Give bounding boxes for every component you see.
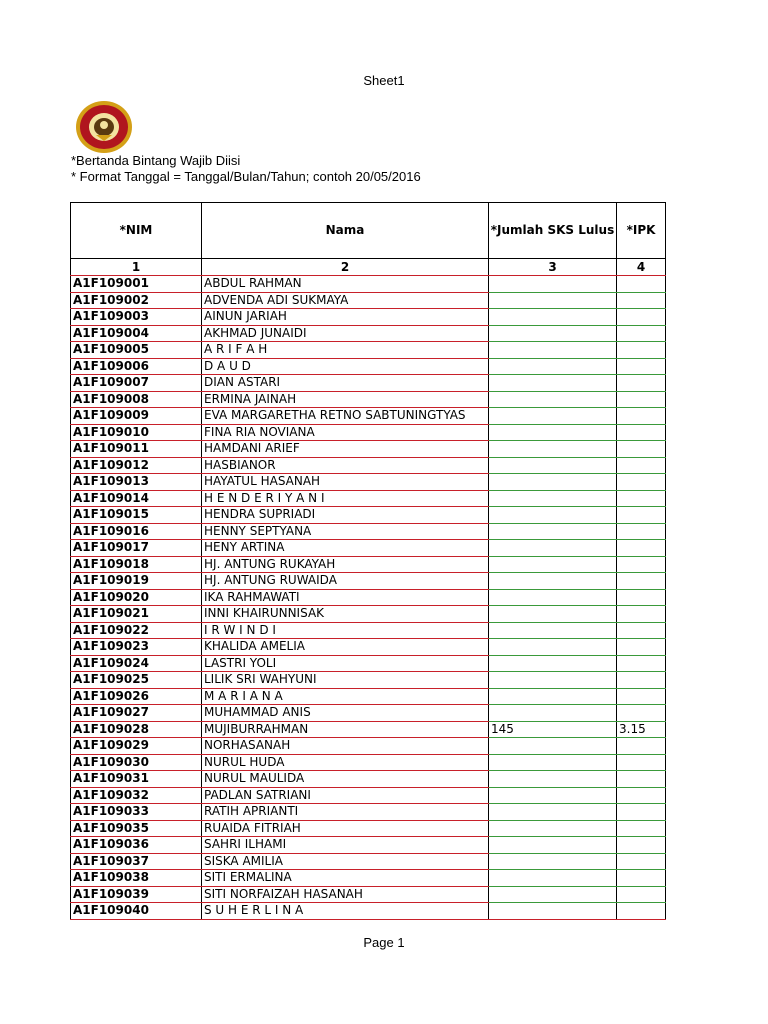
cell-nama[interactable]: RUAIDA FITRIAH [202,820,489,837]
cell-nama[interactable]: SAHRI ILHAMI [202,837,489,854]
cell-sks[interactable] [489,441,617,458]
cell-nim[interactable]: A1F109012 [71,457,202,474]
table-row [71,721,666,738]
cell-sks[interactable] [489,754,617,771]
cell-nim[interactable]: A1F109016 [71,523,202,540]
cell-nim[interactable]: A1F109015 [71,507,202,524]
cell-nama[interactable]: AKHMAD JUNAIDI [202,325,489,342]
cell-ipk[interactable] [617,490,666,507]
header-nim: *NIM [71,203,202,259]
col-number: 3 [489,259,617,276]
cell-nim[interactable]: A1F109030 [71,754,202,771]
table-row [71,408,666,425]
table-row [71,804,666,821]
cell-nim[interactable]: A1F109031 [71,771,202,788]
cell-nim[interactable]: A1F109025 [71,672,202,689]
cell-sks[interactable] [489,787,617,804]
cell-nama[interactable]: H E N D E R I Y A N I [202,490,489,507]
table-row [71,738,666,755]
cell-ipk[interactable] [617,457,666,474]
cell-nim[interactable]: A1F109014 [71,490,202,507]
cell-sks[interactable] [489,672,617,689]
cell-ipk[interactable] [617,820,666,837]
cell-ipk[interactable] [617,853,666,870]
table-row [71,540,666,557]
table-row [71,886,666,903]
cell-sks[interactable] [489,408,617,425]
cell-nim[interactable]: A1F109039 [71,886,202,903]
table-row [71,573,666,590]
cell-ipk[interactable] [617,639,666,656]
cell-nama[interactable]: SISKA AMILIA [202,853,489,870]
col-number: 2 [202,259,489,276]
cell-ipk[interactable] [617,342,666,359]
cell-nim[interactable]: A1F109011 [71,441,202,458]
cell-nim[interactable]: A1F109001 [71,276,202,293]
cell-nim[interactable]: A1F109020 [71,589,202,606]
table-row [71,325,666,342]
table-row [71,375,666,392]
cell-nama[interactable]: ADVENDA ADI SUKMAYA [202,292,489,309]
cell-ipk[interactable] [617,886,666,903]
note-required-fields: *Bertanda Bintang Wajib Diisi [71,153,241,168]
cell-nama[interactable]: HENY ARTINA [202,540,489,557]
table-row [71,457,666,474]
cell-nama[interactable]: I R W I N D I [202,622,489,639]
col-number: 4 [617,259,666,276]
cell-sks[interactable] [489,457,617,474]
cell-nim[interactable]: A1F109003 [71,309,202,326]
cell-sks[interactable] [489,639,617,656]
cell-sks[interactable] [489,391,617,408]
header-nama: Nama [202,203,489,259]
cell-ipk[interactable] [617,292,666,309]
cell-sks[interactable] [489,804,617,821]
cell-ipk[interactable] [617,358,666,375]
cell-sks[interactable] [489,738,617,755]
table-row [71,655,666,672]
cell-nim[interactable]: A1F109032 [71,787,202,804]
cell-nama[interactable]: S U H E R L I N A [202,903,489,920]
cell-sks[interactable] [489,622,617,639]
cell-nama[interactable]: NURUL MAULIDA [202,771,489,788]
cell-nama[interactable]: MUJIBURRAHMAN [202,721,489,738]
cell-ipk[interactable] [617,391,666,408]
cell-nama[interactable]: HJ. ANTUNG RUWAIDA [202,573,489,590]
cell-sks[interactable]: 145 [489,721,617,738]
cell-sks[interactable] [489,771,617,788]
table-row [71,606,666,623]
cell-sks[interactable] [489,870,617,887]
table-row [71,490,666,507]
header-ipk: *IPK [617,203,666,259]
cell-ipk[interactable] [617,804,666,821]
cell-ipk[interactable] [617,540,666,557]
cell-sks[interactable] [489,523,617,540]
cell-ipk[interactable] [617,573,666,590]
cell-ipk[interactable] [617,441,666,458]
cell-nama[interactable]: ABDUL RAHMAN [202,276,489,293]
table-row [71,523,666,540]
cell-nama[interactable]: NORHASANAH [202,738,489,755]
cell-nim[interactable]: A1F109009 [71,408,202,425]
header-row [71,203,666,259]
cell-ipk[interactable] [617,474,666,491]
table-row [71,639,666,656]
cell-sks[interactable] [489,474,617,491]
table-row [71,441,666,458]
cell-nim[interactable]: A1F109026 [71,688,202,705]
cell-nim[interactable]: A1F109033 [71,804,202,821]
cell-sks[interactable] [489,556,617,573]
cell-sks[interactable] [489,886,617,903]
cell-nama[interactable]: KHALIDA AMELIA [202,639,489,656]
student-table [70,202,666,920]
cell-sks[interactable] [489,589,617,606]
cell-nim[interactable]: A1F109013 [71,474,202,491]
cell-nim[interactable]: A1F109023 [71,639,202,656]
cell-nama[interactable]: HENDRA SUPRIADI [202,507,489,524]
cell-sks[interactable] [489,853,617,870]
table-row [71,276,666,293]
table-row [71,589,666,606]
cell-ipk[interactable] [617,655,666,672]
cell-ipk[interactable] [617,408,666,425]
cell-sks[interactable] [489,540,617,557]
note-date-format: * Format Tanggal = Tanggal/Bulan/Tahun; contoh 20/05/2016 [71,169,421,184]
table-row [71,622,666,639]
cell-nama[interactable]: PADLAN SATRIANI [202,787,489,804]
table-row [71,391,666,408]
university-seal-icon [74,99,134,155]
header-sks: *Jumlah SKS Lulus [489,203,617,259]
table-row [71,903,666,920]
cell-sks[interactable] [489,342,617,359]
cell-ipk[interactable] [617,787,666,804]
cell-ipk[interactable] [617,738,666,755]
cell-ipk[interactable] [617,276,666,293]
cell-sks[interactable] [489,606,617,623]
cell-nama[interactable]: EVA MARGARETHA RETNO SABTUNINGTYAS [202,408,489,425]
cell-nama[interactable]: MUHAMMAD ANIS [202,705,489,722]
cell-nim[interactable]: A1F109037 [71,853,202,870]
cell-ipk[interactable] [617,309,666,326]
cell-ipk[interactable] [617,622,666,639]
cell-sks[interactable] [489,325,617,342]
cell-nim[interactable]: A1F109036 [71,837,202,854]
cell-sks[interactable] [489,688,617,705]
cell-nama[interactable]: D A U D [202,358,489,375]
cell-nama[interactable]: LASTRI YOLI [202,655,489,672]
cell-sks[interactable] [489,507,617,524]
cell-nama[interactable]: INNI KHAIRUNNISAK [202,606,489,623]
cell-nama[interactable]: M A R I A N A [202,688,489,705]
cell-sks[interactable] [489,292,617,309]
cell-nama[interactable]: NURUL HUDA [202,754,489,771]
cell-ipk[interactable] [617,688,666,705]
cell-sks[interactable] [489,309,617,326]
cell-nama[interactable]: RATIH APRIANTI [202,804,489,821]
cell-nama[interactable]: ERMINA JAINAH [202,391,489,408]
table-row [71,358,666,375]
table-row [71,507,666,524]
cell-ipk[interactable] [617,771,666,788]
cell-nama[interactable]: LILIK SRI WAHYUNI [202,672,489,689]
cell-nim[interactable]: A1F109027 [71,705,202,722]
cell-ipk[interactable] [617,556,666,573]
cell-ipk[interactable] [617,424,666,441]
cell-nim[interactable]: A1F109021 [71,606,202,623]
table-row [71,870,666,887]
cell-sks[interactable] [489,424,617,441]
cell-nim[interactable]: A1F109029 [71,738,202,755]
cell-nama[interactable]: DIAN ASTARI [202,375,489,392]
cell-sks[interactable] [489,837,617,854]
cell-ipk[interactable] [617,523,666,540]
table-row [71,474,666,491]
cell-nama[interactable]: HAMDANI ARIEF [202,441,489,458]
cell-ipk[interactable] [617,325,666,342]
cell-nim[interactable]: A1F109038 [71,870,202,887]
table-row [71,672,666,689]
table-row [71,556,666,573]
table-row [71,705,666,722]
cell-nim[interactable]: A1F109028 [71,721,202,738]
cell-nama[interactable]: HJ. ANTUNG RUKAYAH [202,556,489,573]
cell-nama[interactable]: SITI NORFAIZAH HASANAH [202,886,489,903]
cell-nim[interactable]: A1F109035 [71,820,202,837]
notes [71,153,421,185]
cell-nim[interactable]: A1F109008 [71,391,202,408]
table-row [71,292,666,309]
cell-nama[interactable]: HENNY SEPTYANA [202,523,489,540]
table-row [71,820,666,837]
cell-nim[interactable]: A1F109019 [71,573,202,590]
cell-sks[interactable] [489,573,617,590]
cell-nim[interactable]: A1F109022 [71,622,202,639]
table-row [71,853,666,870]
cell-nim[interactable]: A1F109005 [71,342,202,359]
table-row [71,787,666,804]
column-number-row [71,259,666,276]
cell-nama[interactable]: HAYATUL HASANAH [202,474,489,491]
cell-sks[interactable] [489,903,617,920]
cell-nama[interactable]: FINA RIA NOVIANA [202,424,489,441]
table-row [71,754,666,771]
cell-ipk[interactable] [617,507,666,524]
col-number: 1 [71,259,202,276]
cell-sks[interactable] [489,375,617,392]
cell-sks[interactable] [489,490,617,507]
table-row [71,688,666,705]
cell-ipk[interactable] [617,589,666,606]
cell-nim[interactable]: A1F109002 [71,292,202,309]
cell-nama[interactable]: A R I F A H [202,342,489,359]
cell-sks[interactable] [489,705,617,722]
cell-nim[interactable]: A1F109010 [71,424,202,441]
cell-nim[interactable]: A1F109018 [71,556,202,573]
cell-sks[interactable] [489,276,617,293]
cell-ipk[interactable] [617,705,666,722]
sheet-title: Sheet1 [363,73,405,88]
table-row [71,771,666,788]
cell-nim[interactable]: A1F109007 [71,375,202,392]
table-row [71,309,666,326]
cell-nama[interactable]: IKA RAHMAWATI [202,589,489,606]
cell-nim[interactable]: A1F109017 [71,540,202,557]
cell-nama[interactable]: HASBIANOR [202,457,489,474]
cell-nim[interactable]: A1F109006 [71,358,202,375]
table-row [71,424,666,441]
cell-ipk[interactable] [617,606,666,623]
cell-sks[interactable] [489,820,617,837]
cell-ipk[interactable]: 3.15 [617,721,666,738]
cell-ipk[interactable] [617,754,666,771]
cell-nama[interactable]: AINUN JARIAH [202,309,489,326]
cell-ipk[interactable] [617,903,666,920]
page-footer: Page 1 [363,935,405,950]
table-row [71,342,666,359]
cell-nim[interactable]: A1F109004 [71,325,202,342]
cell-ipk[interactable] [617,672,666,689]
cell-ipk[interactable] [617,375,666,392]
cell-nim[interactable]: A1F109024 [71,655,202,672]
cell-nama[interactable]: SITI ERMALINA [202,870,489,887]
cell-nim[interactable]: A1F109040 [71,903,202,920]
cell-sks[interactable] [489,358,617,375]
cell-ipk[interactable] [617,870,666,887]
cell-sks[interactable] [489,655,617,672]
cell-ipk[interactable] [617,837,666,854]
table-row [71,837,666,854]
